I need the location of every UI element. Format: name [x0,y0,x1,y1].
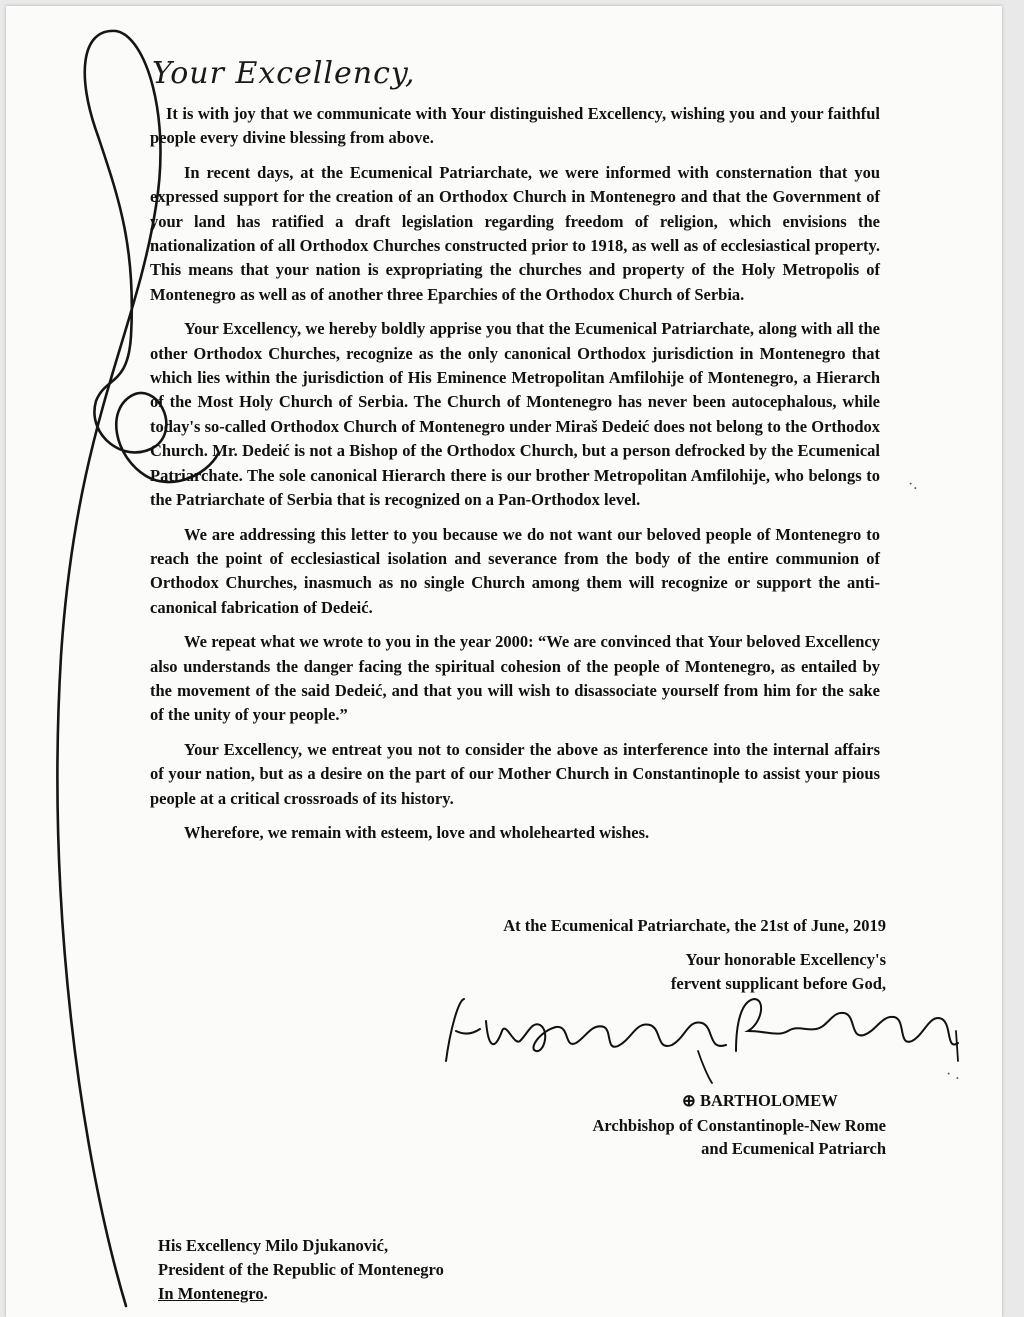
cross-icon: ⊕ [682,1091,700,1110]
addressee-line-1: His Excellency Milo Djukanović, [158,1236,389,1255]
salutation: Your Excellency, [152,56,416,91]
addressee-block [158,1234,444,1306]
signatory-name: ⊕ BARTHOLOMEW [682,1091,838,1110]
paragraph-3: Your Excellency, we hereby boldly apprise you that the Ecumenical Patriarchate, along with all the other Orthodox Churches, recognize as the only canonical Orthodox jurisdiction in Montenegro that which lies within the jurisdiction of His Eminence Metropolitan Amfilohije of Montenegro, a Hierarch of the Most Holy Church of Serbia. The Church of Montenegro has never been autocephalous, while today's so-called Orthodox Church of Montenegro under Miraš Dedeić does not belong to the Orthodox Church. Mr. Dedeić is not a Bishop of the Orthodox Church, but a person defrocked by the Ecumenical Patriarchate. The sole canonical Hierarch there is our brother Metropolitan Amfilohije, who belongs to the Patriarchate of Serbia that is recognized on a Pan-Orthodox level. [150,319,880,510]
addressee-line-3: In Montenegro. [158,1284,268,1303]
closing-line-2: fervent supplicant before God, [670,974,886,993]
letter-page [6,6,1002,1317]
signature-icon [436,991,966,1086]
paragraph-6: Your Excellency, we entreat you not to consider the above as interference into the internal affairs of your nation, but as a desire on the part of our Mother Church in Constantinople to assist your pious people at a critical crossroads of its history. [150,739,880,808]
closing-line-1: Your honorable Excellency's [685,950,886,969]
closing [671,948,886,996]
dateline: At the Ecumenical Patriarchate, the 21st of June, 2019 [503,916,886,935]
speck-icon: ·. [908,476,918,493]
paragraph-1: It is with joy that we communicate with Your distinguished Excellency, wishing you and your faithful people every divine blessing from above. [150,104,880,148]
signatory-title-1: Archbishop of Constantinople-New Rome [592,1116,886,1135]
paragraph-4: We are addressing this letter to you because we do not want our beloved people of Montenegro to reach the point of ecclesiastical isolation and severance from the body of the entire communion of Orthodox Churches, inasmuch as no single Church among them will recognize or support the anti-canonical fabrication of Dedeić. [150,524,880,617]
paragraph-7: Wherefore, we remain with esteem, love and wholehearted wishes. [184,822,650,842]
paragraph-5: We repeat what we wrote to you in the year 2000: “We are convinced that Your beloved Excellency also understands the danger facing the spiritual cohesion of the people of Montenegro, as entailed by the movement of the said Dedeić, and that you will wish to disassociate yourself from him for the sake of the unity of your people.” [150,632,880,725]
signatory-title [592,1114,886,1160]
signatory-title-2: and Ecumenical Patriarch [701,1139,886,1158]
speck-icon: · . [946,1066,960,1083]
paragraph-2: In recent days, at the Ecumenical Patriarchate, we were informed with consternation that you expressed support for the creation of an Orthodox Church in Montenegro and that the Government of your land has ratified a draft legislation regarding freedom of religion, which envisions the nationalization of all Orthodox Churches constructed prior to 1918, as well as of ecclesiastical property. This means that your nation is expropriating the churches and property of the Holy Metropolis of Montenegro as well as of another three Eparchies of the Orthodox Church of Serbia. [150,162,880,304]
letter-body [150,102,880,855]
addressee-line-2: President of the Republic of Montenegro [158,1260,444,1279]
